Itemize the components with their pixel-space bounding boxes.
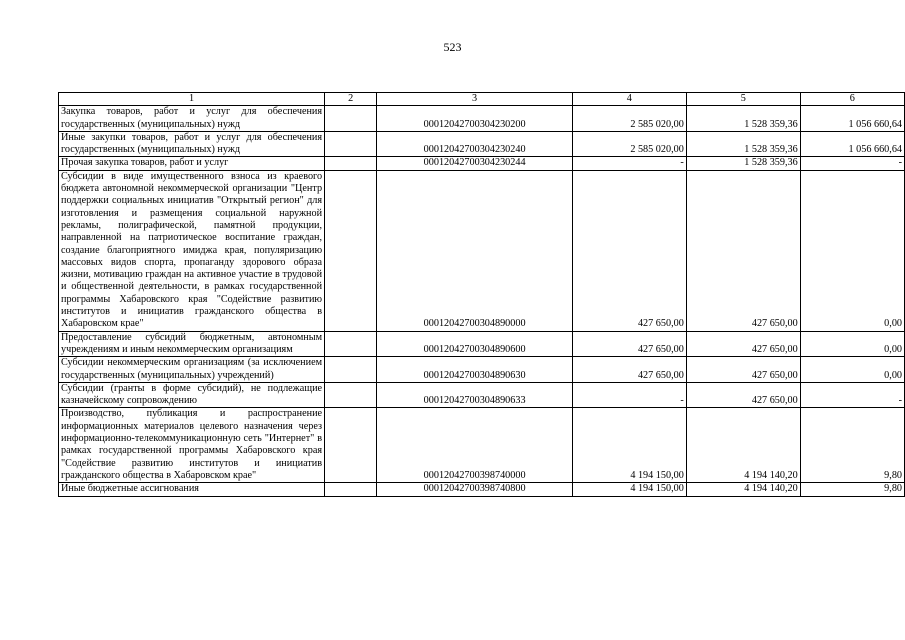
row-value-5-cell: 1 528 359,36: [686, 157, 800, 170]
row-code-cell: 00012042700398740000: [377, 408, 573, 483]
table-row: [59, 331, 905, 357]
row-col2-cell: [325, 106, 377, 132]
table-row: [59, 170, 905, 331]
row-value-6-cell: 0,00: [800, 331, 904, 357]
row-value-5-cell: 1 528 359,36: [686, 106, 800, 132]
row-value-5-cell: 4 194 140,20: [686, 408, 800, 483]
row-col2-cell: [325, 331, 377, 357]
row-code-cell: 00012042700304230240: [377, 131, 573, 157]
row-code-cell: 00012042700304890600: [377, 331, 573, 357]
row-value-4-cell: 2 585 020,00: [572, 131, 686, 157]
column-header-4: 4: [572, 93, 686, 106]
row-value-4-cell: -: [572, 382, 686, 408]
row-value-5-cell: 1 528 359,36: [686, 131, 800, 157]
row-col2-cell: [325, 170, 377, 331]
row-value-4-cell: 4 194 150,00: [572, 408, 686, 483]
row-value-4-cell: 4 194 150,00: [572, 483, 686, 496]
table-row: [59, 157, 905, 170]
table-row: [59, 106, 905, 132]
row-code-cell: 00012042700304230200: [377, 106, 573, 132]
column-header-2: 2: [325, 93, 377, 106]
row-value-4-cell: 427 650,00: [572, 170, 686, 331]
row-code-cell: 00012042700304890000: [377, 170, 573, 331]
table-body: [59, 93, 905, 497]
row-value-4-cell: -: [572, 157, 686, 170]
row-value-6-cell: 1 056 660,64: [800, 106, 904, 132]
row-value-6-cell: 1 056 660,64: [800, 131, 904, 157]
row-value-5-cell: 427 650,00: [686, 331, 800, 357]
row-code-cell: 00012042700398740800: [377, 483, 573, 496]
table-row: [59, 382, 905, 408]
row-value-6-cell: 9,80: [800, 483, 904, 496]
row-name-cell: Иные бюджетные ассигнования: [59, 483, 325, 496]
row-col2-cell: [325, 157, 377, 170]
row-value-6-cell: 0,00: [800, 170, 904, 331]
table-header-row: [59, 93, 905, 106]
row-value-6-cell: -: [800, 382, 904, 408]
row-name-cell: Субсидии (гранты в форме субсидий), не подлежащие казначейскому сопровождению: [59, 382, 325, 408]
row-code-cell: 00012042700304890633: [377, 382, 573, 408]
column-header-5: 5: [686, 93, 800, 106]
column-header-3: 3: [377, 93, 573, 106]
table-row: [59, 131, 905, 157]
row-code-cell: 00012042700304890630: [377, 357, 573, 383]
row-value-4-cell: 427 650,00: [572, 357, 686, 383]
row-value-4-cell: 2 585 020,00: [572, 106, 686, 132]
row-value-5-cell: 427 650,00: [686, 382, 800, 408]
column-header-6: 6: [800, 93, 904, 106]
row-col2-cell: [325, 357, 377, 383]
budget-table: [58, 92, 905, 497]
table-row: [59, 483, 905, 496]
row-col2-cell: [325, 131, 377, 157]
row-col2-cell: [325, 483, 377, 496]
row-name-cell: Субсидии в виде имущественного взноса из краевого бюджета автономной некоммерческой организации "Центр поддержки социальных инициатив "Открытый регион" для изготовления и размещения социальной наружной рекламы, полиграфической, памятной продукции, направленной на патриотическое воспитание граждан, создание благоприятного имиджа края, популяризацию массовых видов спорта, пропаганду здорового образа жизни, мотивацию граждан на активное участие в трудовой и общественной деятельности, в рамках государственной программы Хабаровского края "Содействие развитию институтов и инициатив гражданского общества в Хабаровском крае": [59, 170, 325, 331]
table-row: [59, 357, 905, 383]
row-value-6-cell: -: [800, 157, 904, 170]
row-name-cell: Субсидии некоммерческим организациям (за исключением государственных (муниципальных) учреждений): [59, 357, 325, 383]
row-value-5-cell: 427 650,00: [686, 357, 800, 383]
row-code-cell: 00012042700304230244: [377, 157, 573, 170]
row-value-6-cell: 0,00: [800, 357, 904, 383]
row-name-cell: Закупка товаров, работ и услуг для обеспечения государственных (муниципальных) нужд: [59, 106, 325, 132]
row-name-cell: Иные закупки товаров, работ и услуг для обеспечения государственных (муниципальных) нужд: [59, 131, 325, 157]
row-name-cell: Производство, публикация и распространение информационных материалов целевого назначения через информационно-телекоммуникационную сеть "Интернет" в рамках государственной программы Хабаровского края "Содействие развитию институтов и инициатив гражданского общества в Хабаровском крае": [59, 408, 325, 483]
page-number: 523: [443, 40, 462, 54]
row-value-5-cell: 4 194 140,20: [686, 483, 800, 496]
row-col2-cell: [325, 382, 377, 408]
row-name-cell: Прочая закупка товаров, работ и услуг: [59, 157, 325, 170]
row-value-6-cell: 9,80: [800, 408, 904, 483]
row-value-5-cell: 427 650,00: [686, 170, 800, 331]
column-header-1: 1: [59, 93, 325, 106]
table-row: [59, 408, 905, 483]
row-col2-cell: [325, 408, 377, 483]
row-value-4-cell: 427 650,00: [572, 331, 686, 357]
row-name-cell: Предоставление субсидий бюджетным, автономным учреждениям и иным некоммерческим организациям: [59, 331, 325, 357]
